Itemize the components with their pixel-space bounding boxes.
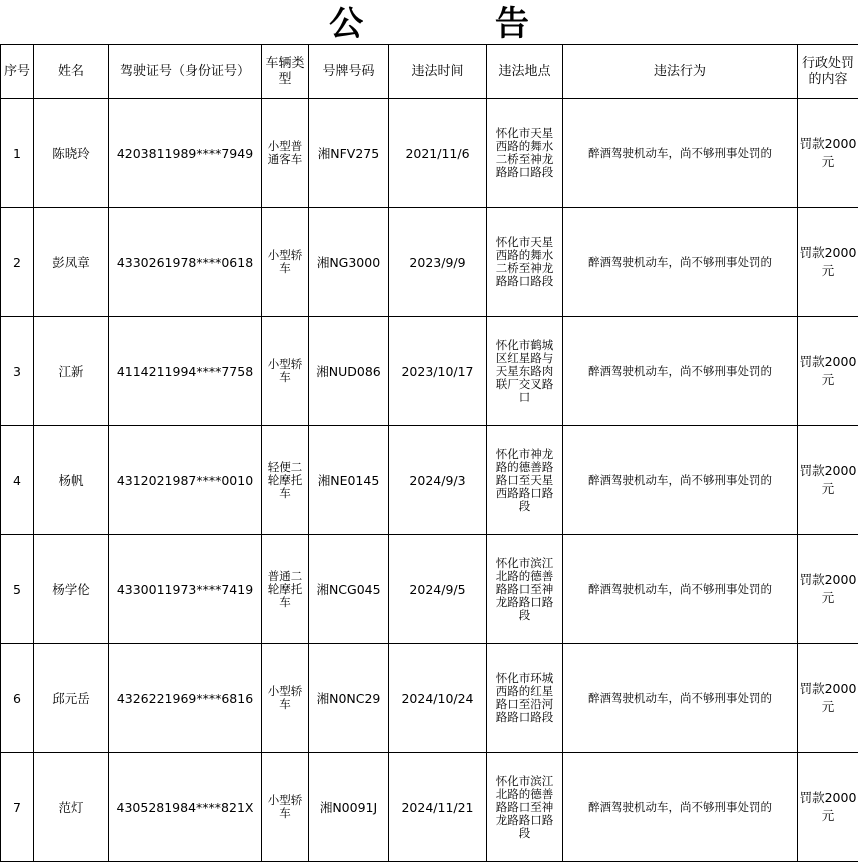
cell-date: 2023/10/17: [389, 317, 487, 426]
cell-penalty: 罚款2000元: [798, 644, 858, 753]
header-plate: 号牌号码: [309, 45, 389, 99]
cell-behavior: 醉酒驾驶机动车，尚不够刑事处罚的: [563, 753, 798, 862]
cell-penalty: 罚款2000元: [798, 753, 858, 862]
cell-seq: 1: [1, 99, 34, 208]
cell-license: 4114211994****7758: [109, 317, 262, 426]
cell-behavior: 醉酒驾驶机动车，尚不够刑事处罚的: [563, 535, 798, 644]
cell-license: 4330011973****7419: [109, 535, 262, 644]
cell-name: 邱元岳: [34, 644, 109, 753]
cell-plate: 湘N0091J: [309, 753, 389, 862]
cell-location: 怀化市鹤城区红星路与天星东路肉联厂交叉路口: [487, 317, 563, 426]
table-row: [1, 644, 858, 753]
cell-seq: 2: [1, 208, 34, 317]
cell-seq: 4: [1, 426, 34, 535]
cell-name: 杨帆: [34, 426, 109, 535]
cell-location: 怀化市环城西路的红星路口至沿河路路口路段: [487, 644, 563, 753]
cell-license: 4305281984****821X: [109, 753, 262, 862]
cell-plate: 湘N0NC29: [309, 644, 389, 753]
cell-vehicle-type: 普通二轮摩托车: [262, 535, 309, 644]
table-row: [1, 753, 858, 862]
cell-license: 4203811989****7949: [109, 99, 262, 208]
penalty-notice-table: [0, 44, 858, 862]
cell-plate: 湘NCG045: [309, 535, 389, 644]
cell-penalty: 罚款2000元: [798, 426, 858, 535]
cell-date: 2024/9/5: [389, 535, 487, 644]
table-row: [1, 99, 858, 208]
header-penalty: 行政处罚的内容: [798, 45, 858, 99]
cell-behavior: 醉酒驾驶机动车，尚不够刑事处罚的: [563, 208, 798, 317]
header-location: 违法地点: [487, 45, 563, 99]
cell-plate: 湘NG3000: [309, 208, 389, 317]
cell-date: 2024/10/24: [389, 644, 487, 753]
cell-behavior: 醉酒驾驶机动车，尚不够刑事处罚的: [563, 99, 798, 208]
header-date: 违法时间: [389, 45, 487, 99]
cell-penalty: 罚款2000元: [798, 317, 858, 426]
header-row: [1, 45, 858, 99]
cell-penalty: 罚款2000元: [798, 535, 858, 644]
cell-location: 怀化市天星西路的舞水二桥至神龙路路口路段: [487, 208, 563, 317]
cell-vehicle-type: 小型轿车: [262, 644, 309, 753]
cell-location: 怀化市神龙路的德善路路口至天星西路路口路段: [487, 426, 563, 535]
cell-plate: 湘NFV275: [309, 99, 389, 208]
cell-name: 范灯: [34, 753, 109, 862]
table-row: [1, 535, 858, 644]
cell-name: 江新: [34, 317, 109, 426]
table-row: [1, 317, 858, 426]
cell-seq: 6: [1, 644, 34, 753]
cell-location: 怀化市天星西路的舞水二桥至神龙路路口路段: [487, 99, 563, 208]
cell-penalty: 罚款2000元: [798, 99, 858, 208]
cell-vehicle-type: 小型普通客车: [262, 99, 309, 208]
cell-behavior: 醉酒驾驶机动车，尚不够刑事处罚的: [563, 426, 798, 535]
cell-vehicle-type: 轻便二轮摩托车: [262, 426, 309, 535]
cell-seq: 5: [1, 535, 34, 644]
header-vehicle-type: 车辆类型: [262, 45, 309, 99]
cell-vehicle-type: 小型轿车: [262, 208, 309, 317]
header-behavior: 违法行为: [563, 45, 798, 99]
cell-seq: 3: [1, 317, 34, 426]
cell-vehicle-type: 小型轿车: [262, 753, 309, 862]
cell-date: 2024/9/3: [389, 426, 487, 535]
cell-vehicle-type: 小型轿车: [262, 317, 309, 426]
page-title: 公 告: [329, 4, 589, 44]
cell-location: 怀化市滨江北路的德善路路口至神龙路路口路段: [487, 535, 563, 644]
cell-name: 陈晓玲: [34, 99, 109, 208]
cell-license: 4312021987****0010: [109, 426, 262, 535]
header-seq: 序号: [1, 45, 34, 99]
header-license: 驾驶证号（身份证号）: [109, 45, 262, 99]
table-row: [1, 208, 858, 317]
cell-behavior: 醉酒驾驶机动车，尚不够刑事处罚的: [563, 317, 798, 426]
header-name: 姓名: [34, 45, 109, 99]
cell-name: 彭凤章: [34, 208, 109, 317]
cell-behavior: 醉酒驾驶机动车，尚不够刑事处罚的: [563, 644, 798, 753]
cell-date: 2024/11/21: [389, 753, 487, 862]
cell-license: 4330261978****0618: [109, 208, 262, 317]
cell-license: 4326221969****6816: [109, 644, 262, 753]
cell-plate: 湘NE0145: [309, 426, 389, 535]
cell-date: 2021/11/6: [389, 99, 487, 208]
cell-seq: 7: [1, 753, 34, 862]
cell-penalty: 罚款2000元: [798, 208, 858, 317]
cell-date: 2023/9/9: [389, 208, 487, 317]
cell-location: 怀化市滨江北路的德善路路口至神龙路路口路段: [487, 753, 563, 862]
cell-plate: 湘NUD086: [309, 317, 389, 426]
cell-name: 杨学伦: [34, 535, 109, 644]
table-row: [1, 426, 858, 535]
